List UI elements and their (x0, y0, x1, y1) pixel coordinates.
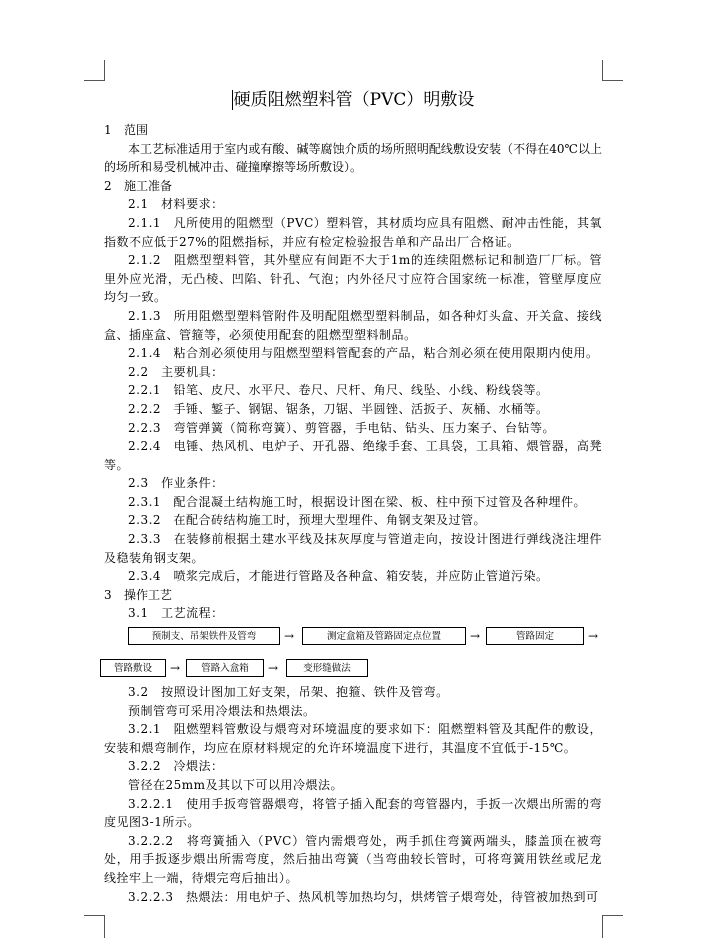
flow-box-expansion-joint: 变形缝做法 (286, 659, 368, 677)
subsection-2-1: 2.1 材料要求： (128, 197, 224, 212)
flow-box-measure-positions: 测定盒箱及管路固定点位置 (302, 627, 466, 645)
paragraph-2-2-1: 2.2.1 铅笔、皮尺、水平尺、卷尺、尺杆、角尺、线坠、小线、粉线袋等。 (128, 383, 549, 398)
process-flow-row-1 (104, 625, 602, 647)
paragraph-3-2-2-2: 3.2.2.2 将弯簧插入（PVC）管内需煨弯处，两手抓住弯簧两端头，膝盖顶在被弯处，用手扳逐步煨出所需弯度，然后抽出弯簧（当弯曲较长管时，可将弯簧用铁丝或尼龙线拴牢上一端，待煨完弯后抽出）。 (104, 833, 602, 885)
flow-box-pipe-laying: 管路敷设 (100, 659, 166, 677)
paragraph-3-2-1: 3.2.1 阻燃塑料管敷设与煨弯对环境温度的要求如下：阻燃塑料管及其配件的敷设，安装和煨弯制作，均应在原材料规定的允许环境温度下进行，其温度不宜低于-15℃。 (104, 722, 602, 755)
flow-arrow: → (268, 661, 279, 676)
paragraph-scope: 本工艺标准适用于室内或有酸、碱等腐蚀介质的场所照明配线敷设安装（不得在40℃以上的场所和易受机械冲击、碰撞摩擦等场所敷设）。 (104, 141, 602, 175)
paragraph-2-2-4: 2.2.4 电锤、热风机、电炉子、开孔器、绝缘手套、工具袋，工具箱、煨管器，高凳等。 (104, 439, 602, 472)
paragraph-3-2-2-1: 3.2.2.1 使用手扳弯管器煨弯，将管子插入配套的弯管器内，手扳一次煨出所需的弯度见图3-1所示。 (104, 796, 602, 830)
flow-arrow: → (170, 661, 181, 676)
section-number: 1 (104, 123, 112, 137)
section-title: 范围 (124, 123, 149, 137)
document-title[interactable] (104, 88, 602, 112)
paragraph-2-3-1: 2.3.1 配合混凝土结构施工时，根据设计图在梁、板、柱中预下过管及各种埋件。 (128, 494, 587, 509)
paragraph-2-3-4: 2.3.4 喷浆完成后，才能进行管路及各种盒、箱安装，并应防止管道污染。 (128, 569, 549, 584)
flow-box-prefab-brackets: 预制支、吊架铁件及管弯 (128, 627, 280, 645)
paragraph-2-2-2: 2.2.2 手锤、錾子、钢锯、锯条，刀锯、半圆锉、活扳子、灰桶、水桶等。 (128, 401, 549, 416)
document-body[interactable] (104, 121, 602, 906)
flow-arrow: → (470, 629, 481, 644)
subsection-3-1: 3.1 工艺流程： (128, 606, 224, 621)
paragraph-2-1-3: 2.1.3 所用阻燃型塑料管附件及明配阻燃型塑料制品，如各种灯头盒、开关盒、接线盒、插座盒、管箍等，必须使用配套的阻燃型塑料制品。 (104, 308, 602, 342)
section-title: 操作工艺 (124, 587, 173, 602)
section-heading-1 (104, 121, 602, 140)
paragraph-2-1-2: 2.1.2 阻燃型塑料管，其外壁应有间距不大于1m的连续阻燃标记和制造厂厂标。管里外应光滑，无凸棱、凹陷、针孔、气泡；内外径尺寸应符合国家统一标准，管壁厚度应均匀一致。 (104, 253, 602, 305)
paragraph-2-2-3: 2.2.3 弯管弹簧（简称弯簧）、剪管器，手电钻、钻头、压力案子、台钻等。 (128, 420, 556, 435)
flow-arrow: → (588, 629, 599, 644)
section-heading-2 (104, 177, 602, 196)
subsection-3-2: 3.2 按照设计图加工好支架，吊架、抱箍、铁件及管弯。 (128, 685, 449, 700)
corner-mark-top-right (602, 60, 623, 81)
section-title: 施工准备 (124, 178, 173, 193)
paragraph-2-1-1: 2.1.1 凡所使用的阻燃型（PVC）塑料管，其材质均应具有阻燃、耐冲击性能，其氧指数不应低于27%的阻燃指标，并应有检定检验报告单和产品出厂合格证。 (104, 215, 602, 249)
paragraph-3-2-2-note: 管径在25mm及其以下可以用冷煨法。 (128, 778, 344, 792)
corner-mark-top-left (84, 60, 105, 81)
subsection-2-2: 2.2 主要机具： (128, 364, 224, 379)
paragraph-3-2-2-3: 3.2.2.3 热煨法：用电炉子、热风机等加热均匀，烘烤管子煨弯处，待管被加热到可 (128, 889, 599, 904)
section-number: 3 (104, 587, 112, 602)
paragraph-2-3-3: 2.3.3 在装修前根据土建水平线及抹灰厚度与管道走向，按设计图进行弹线浇注埋件及稳装角钢支架。 (104, 532, 602, 565)
section-number: 2 (104, 178, 112, 193)
document-title-text: 硬质阻燃塑料管（PVC）明敷设 (233, 90, 475, 110)
paragraph-2-1-4: 2.1.4 粘合剂必须使用与阻燃型塑料管配套的产品，粘合剂必须在使用限期内使用。 (128, 346, 599, 361)
flow-box-pipe-into-box: 管路入盒箱 (186, 659, 264, 677)
flow-arrow: → (284, 629, 295, 644)
corner-mark-bottom-right (602, 915, 623, 938)
paragraph-3-2-2: 3.2.2 冷煨法： (128, 759, 224, 774)
section-heading-3 (104, 586, 602, 605)
flow-box-pipe-fixing: 管路固定 (486, 627, 584, 645)
paragraph-2-3-2: 2.3.2 在配合砖结构施工时，预埋大型埋件、角钢支架及过管。 (128, 513, 487, 528)
paragraph-3-2-note: 预制管弯可采用冷煨法和热煨法。 (128, 703, 316, 718)
corner-mark-bottom-left (84, 915, 105, 938)
subsection-2-3: 2.3 作业条件： (128, 476, 224, 491)
process-flow-row-2 (104, 657, 602, 679)
